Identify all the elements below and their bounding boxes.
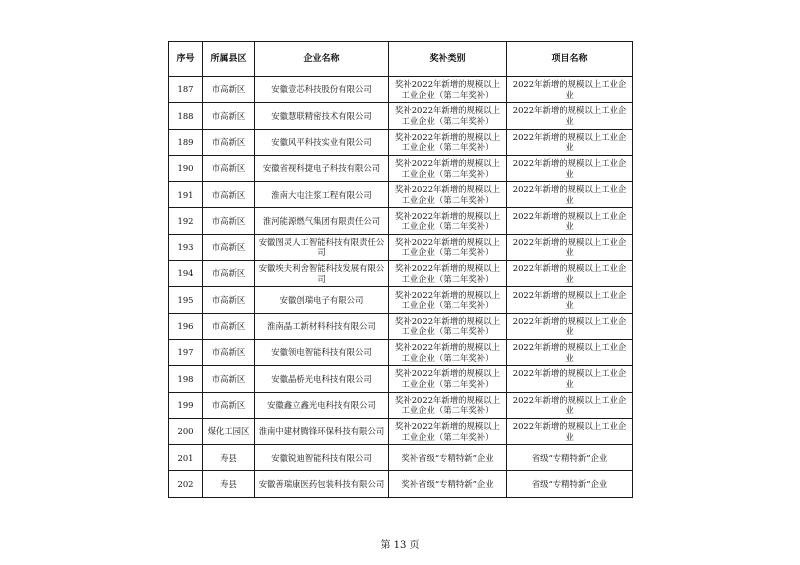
cell-award-type: 奖补省级“专精特新”企业 [389,471,507,497]
cell-company: 淮河能源燃气集团有限责任公司 [255,208,389,234]
cell-award-type: 奖补2022年新增的规模以上工业企业（第二年奖补） [389,261,507,287]
cell-county: 市高新区 [203,339,255,365]
cell-company: 安徽鑫立鑫光电科技有限公司 [255,392,389,418]
cell-serial: 200 [169,418,203,444]
header-county: 所属县区 [203,42,255,77]
cell-company: 安徽领电智能科技有限公司 [255,339,389,365]
cell-company: 安徽锐迪智能科技有限公司 [255,445,389,471]
cell-project: 2022年新增的规模以上工业企业 [507,339,633,365]
cell-serial: 199 [169,392,203,418]
table-row [169,208,633,234]
cell-county: 市高新区 [203,366,255,392]
cell-project: 2022年新增的规模以上工业企业 [507,103,633,129]
cell-company: 淮南大屯注浆工程有限公司 [255,182,389,208]
cell-company: 安徽壹芯科技股份有限公司 [255,77,389,103]
table-row [169,392,633,418]
header-project: 项目名称 [507,42,633,77]
cell-project: 2022年新增的规模以上工业企业 [507,261,633,287]
cell-county: 市高新区 [203,103,255,129]
cell-company: 安徽晶桥光电科技有限公司 [255,366,389,392]
cell-project: 省级“专精特新”企业 [507,471,633,497]
cell-company: 安徽创瑞电子有限公司 [255,287,389,313]
cell-company: 安徽风平科技实业有限公司 [255,129,389,155]
cell-company: 安徽省视科捷电子科技有限公司 [255,155,389,181]
cell-company: 淮南晶工新材料科技有限公司 [255,313,389,339]
cell-award-type: 奖补2022年新增的规模以上工业企业（第二年奖补） [389,392,507,418]
cell-award-type: 奖补2022年新增的规模以上工业企业（第二年奖补） [389,182,507,208]
cell-award-type: 奖补2022年新增的规模以上工业企业（第二年奖补） [389,418,507,444]
cell-project: 2022年新增的规模以上工业企业 [507,155,633,181]
cell-county: 市高新区 [203,287,255,313]
cell-serial: 195 [169,287,203,313]
cell-award-type: 奖补2022年新增的规模以上工业企业（第二年奖补） [389,366,507,392]
table-body [169,77,633,498]
header-serial: 序号 [169,42,203,77]
header-award-type: 奖补类别 [389,42,507,77]
cell-serial: 192 [169,208,203,234]
cell-serial: 193 [169,234,203,260]
table-row [169,418,633,444]
table-row [169,182,633,208]
cell-county: 寿县 [203,471,255,497]
cell-project: 省级“专精特新”企业 [507,445,633,471]
table-row [169,287,633,313]
cell-serial: 202 [169,471,203,497]
cell-county: 市高新区 [203,313,255,339]
table-row [169,103,633,129]
cell-project: 2022年新增的规模以上工业企业 [507,208,633,234]
cell-award-type: 奖补2022年新增的规模以上工业企业（第二年奖补） [389,129,507,155]
cell-project: 2022年新增的规模以上工业企业 [507,182,633,208]
cell-serial: 198 [169,366,203,392]
cell-serial: 191 [169,182,203,208]
cell-company: 安徽埃夫利舍智能科技发展有限公司 [255,261,389,287]
table-row [169,234,633,260]
cell-project: 2022年新增的规模以上工业企业 [507,129,633,155]
table-row [169,129,633,155]
cell-company: 安徽善瑞康医药包装科技有限公司 [255,471,389,497]
cell-award-type: 奖补2022年新增的规模以上工业企业（第二年奖补） [389,287,507,313]
cell-award-type: 奖补2022年新增的规模以上工业企业（第二年奖补） [389,234,507,260]
cell-award-type: 奖补2022年新增的规模以上工业企业（第二年奖补） [389,77,507,103]
cell-serial: 187 [169,77,203,103]
cell-company: 淮南中建材腾锋环保科技有限公司 [255,418,389,444]
cell-award-type: 奖补2022年新增的规模以上工业企业（第二年奖补） [389,155,507,181]
cell-county: 市高新区 [203,155,255,181]
page-number: 第 13 页 [380,540,420,551]
cell-serial: 190 [169,155,203,181]
table-row [169,261,633,287]
table-row [169,471,633,497]
cell-company: 安徽慧联精密技术有限公司 [255,103,389,129]
table-row [169,366,633,392]
cell-county: 寿县 [203,445,255,471]
cell-serial: 188 [169,103,203,129]
cell-county: 市高新区 [203,77,255,103]
cell-county: 煤化工园区 [203,418,255,444]
cell-project: 2022年新增的规模以上工业企业 [507,77,633,103]
cell-award-type: 奖补2022年新增的规模以上工业企业（第二年奖补） [389,313,507,339]
cell-county: 市高新区 [203,261,255,287]
cell-serial: 201 [169,445,203,471]
cell-project: 2022年新增的规模以上工业企业 [507,287,633,313]
header-company: 企业名称 [255,42,389,77]
table-row [169,77,633,103]
cell-county: 市高新区 [203,234,255,260]
cell-award-type: 奖补省级“专精特新”企业 [389,445,507,471]
cell-county: 市高新区 [203,392,255,418]
cell-serial: 196 [169,313,203,339]
table-row [169,313,633,339]
cell-serial: 194 [169,261,203,287]
cell-project: 2022年新增的规模以上工业企业 [507,418,633,444]
cell-serial: 189 [169,129,203,155]
cell-county: 市高新区 [203,129,255,155]
cell-county: 市高新区 [203,182,255,208]
cell-serial: 197 [169,339,203,365]
table-row [169,339,633,365]
table-row [169,445,633,471]
award-table [168,41,633,498]
cell-award-type: 奖补2022年新增的规模以上工业企业（第二年奖补） [389,103,507,129]
cell-award-type: 奖补2022年新增的规模以上工业企业（第二年奖补） [389,339,507,365]
cell-project: 2022年新增的规模以上工业企业 [507,234,633,260]
cell-project: 2022年新增的规模以上工业企业 [507,313,633,339]
table-header-row [169,42,633,77]
cell-project: 2022年新增的规模以上工业企业 [507,366,633,392]
cell-company: 安徽图灵人工智能科技有限责任公司 [255,234,389,260]
cell-project: 2022年新增的规模以上工业企业 [507,392,633,418]
cell-county: 市高新区 [203,208,255,234]
table-row [169,155,633,181]
cell-award-type: 奖补2022年新增的规模以上工业企业（第二年奖补） [389,208,507,234]
